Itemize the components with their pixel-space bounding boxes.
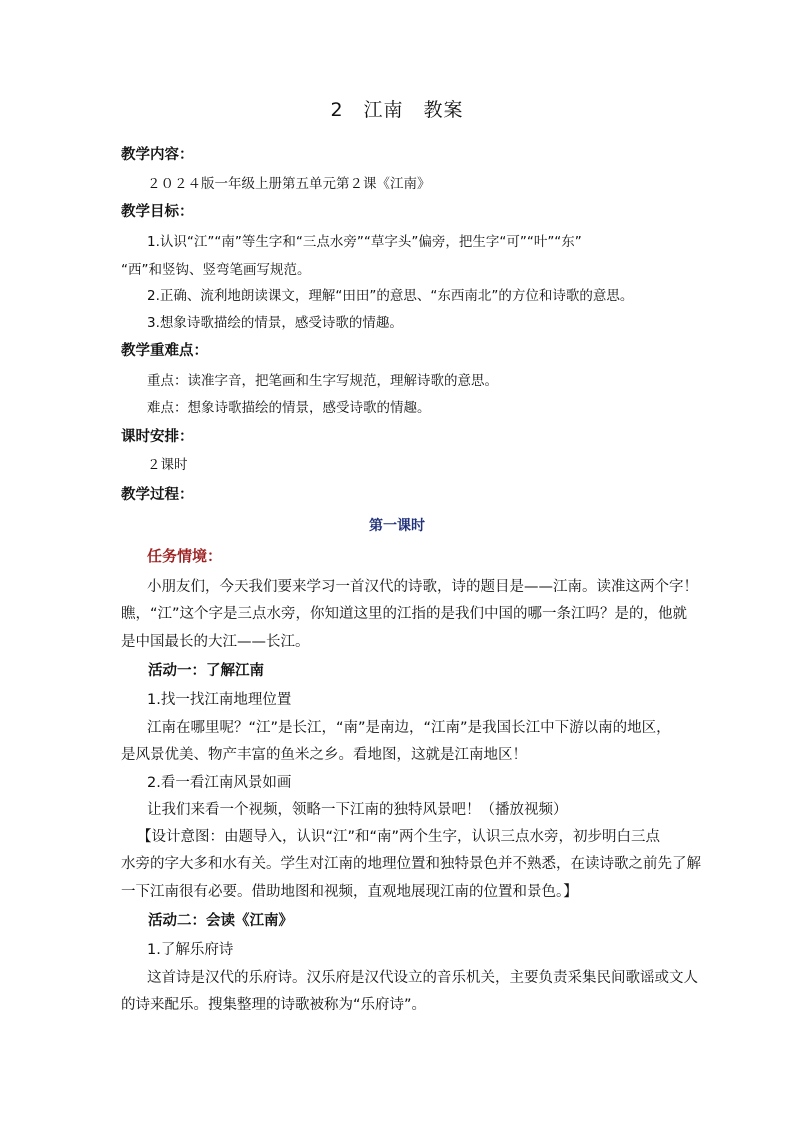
goal-1-line-2: “西”和竖钩、竖弯笔画写规范。 [121, 262, 311, 278]
difficult-point: 难点：想象诗歌描绘的情景，感受诗歌的情趣。 [147, 400, 431, 416]
task-line-1: 小朋友们，今天我们要来学习一首汉代的诗歌，诗的题目是——江南。读准这两个字！ [147, 579, 698, 595]
section-heading-schedule: 课时安排： [121, 429, 194, 445]
task-heading: 任务情境： [147, 547, 223, 565]
section-heading-content: 教学内容： [121, 147, 194, 163]
activity-2-heading: 活动二：会读《江南》 [148, 913, 293, 929]
design-intent-line-2: 水旁的字大多和水有关。学生对江南的地理位置和独特景色并不熟悉，在读诗歌之前先了解 [121, 856, 701, 872]
section-heading-keypoints: 教学重难点： [121, 343, 208, 359]
design-intent-line-3: 一下江南很有必要。借助地图和视频，直观地展现江南的位置和景色。】 [121, 884, 578, 900]
activity-1-item-2: 2.看一看江南风景如画 [147, 775, 292, 791]
content-text: ２０２４版一年级上册第五单元第２课《江南》 [147, 176, 431, 192]
section-heading-goals: 教学目标： [121, 204, 194, 220]
activity-1-item-1: 1.找一找江南地理位置 [147, 692, 292, 708]
activity-1-text-2: 是风景优美、物产丰富的鱼米之乡。看地图，这就是江南地区！ [121, 747, 527, 763]
goal-2: 2.正确、流利地朗读课文，理解“田田”的意思、“东西南北”的方位和诗歌的意思。 [147, 288, 634, 304]
goal-3: 3.想象诗歌描绘的情景，感受诗歌的情趣。 [147, 315, 403, 331]
schedule-text: ２课时 [147, 457, 188, 473]
design-intent-line-1: 【设计意图：由题导入，认识“江”和“南”两个生字，认识三点水旁，初步明白三点 [137, 829, 661, 845]
goal-1-line-1: 1.认识“江”“南”等生字和“三点水旁”“草字头”偏旁，把生字“可”“叶”“东” [147, 234, 582, 250]
activity-2-text-1: 这首诗是汉代的乐府诗。汉乐府是汉代设立的音乐机关，主要负责采集民间歌谣或文人 [147, 970, 698, 986]
activity-2-text-2: 的诗来配乐。搜集整理的诗歌被称为“乐府诗”。 [121, 997, 427, 1013]
activity-1-text-3: 让我们来看一个视频，领略一下江南的独特风景吧！（播放视频） [147, 802, 568, 818]
document-title [0, 101, 794, 120]
task-line-2: 瞧，“江”这个字是三点水旁，你知道这里的江指的是我们中国的哪一条江吗？是的，他就 [121, 606, 688, 622]
activity-2-item-1: 1.了解乐府诗 [147, 942, 234, 958]
document-title-text: 2 江南 教案 [330, 99, 464, 121]
section-heading-process: 教学过程： [121, 487, 194, 503]
activity-1-heading: 活动一：了解江南 [148, 663, 264, 679]
activity-1-text-1: 江南在哪里呢？“江”是长江，“南”是南边，“江南”是我国长江中下游以南的地区， [147, 720, 671, 736]
key-point: 重点：读准字音，把笔画和生字写规范，理解诗歌的意思。 [147, 373, 498, 389]
lesson-1-heading: 第一课时 [369, 518, 425, 534]
task-line-3: 是中国最长的大江——长江。 [121, 634, 310, 650]
